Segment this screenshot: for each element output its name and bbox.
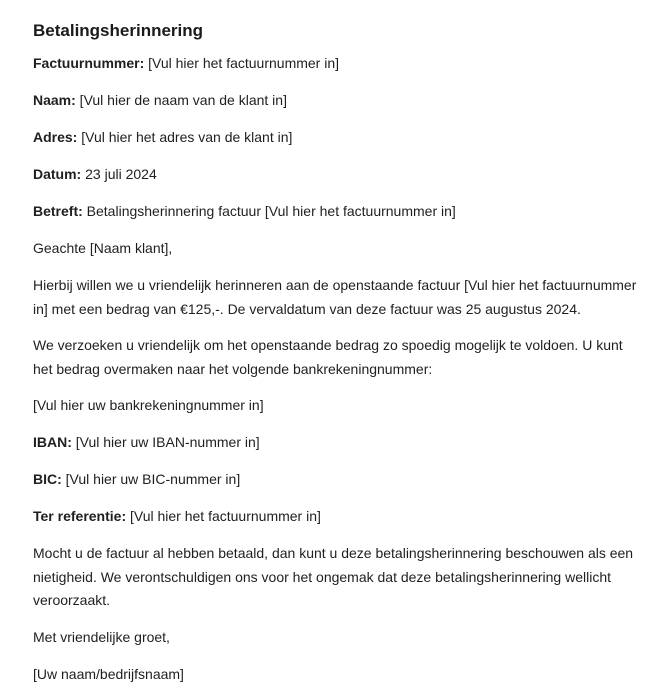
invoice-number-value: [Vul hier het factuurnummer in] bbox=[144, 55, 340, 71]
date-label: Datum: bbox=[33, 166, 82, 182]
reference-label: Ter referentie: bbox=[33, 508, 127, 524]
invoice-number-line bbox=[33, 52, 644, 75]
paragraph-reminder: Hierbij willen we u vriendelijk herinneren aan de openstaande factuur [Vul hier het factuurnummer in] met een bedrag van €125,-. De vervaldatum van deze factuur was 25 augustus 2024. bbox=[33, 277, 637, 317]
subject-value: Betalingsherinnering factuur [Vul hier het factuurnummer in] bbox=[82, 203, 456, 219]
bic-value: [Vul hier uw BIC-nummer in] bbox=[61, 471, 241, 487]
name-value: [Vul hier de naam van de klant in] bbox=[75, 92, 287, 108]
invoice-number-label: Factuurnummer: bbox=[33, 55, 145, 71]
bic-label: BIC: bbox=[33, 471, 62, 487]
address-line bbox=[33, 126, 644, 149]
letter-title: Betalingsherinnering bbox=[33, 21, 204, 40]
address-label: Adres: bbox=[33, 129, 78, 145]
date-line bbox=[33, 163, 644, 186]
paragraph-already-paid: Mocht u de factuur al hebben betaald, dan kunt u deze betalingsherinnering beschouwen als een nietigheid. We verontschuldigen ons voor het ongemak dat deze betalingsherinnering wellicht veroorzaakt. bbox=[33, 545, 634, 608]
closing: Met vriendelijke groet, bbox=[33, 628, 170, 645]
paragraph-payment-request: We verzoeken u vriendelijk om het openstaande bedrag zo spoedig mogelijk te voldoen. U kunt het bedrag overmaken naar het volgende bankrekeningnummer: bbox=[33, 337, 623, 377]
reference-value: [Vul hier het factuurnummer in] bbox=[126, 508, 321, 524]
signature: [Uw naam/bedrijfsnaam] bbox=[33, 665, 184, 682]
bank-account-line: [Vul hier uw bankrekeningnummer in] bbox=[33, 397, 264, 413]
iban-label: IBAN: bbox=[33, 434, 72, 450]
subject-label: Betreft: bbox=[33, 203, 83, 219]
address-value: [Vul hier het adres van de klant in] bbox=[77, 129, 293, 145]
subject-line bbox=[33, 200, 644, 223]
bic-line bbox=[33, 468, 644, 491]
salutation: Geachte [Naam klant], bbox=[33, 240, 173, 256]
iban-value: [Vul hier uw IBAN-nummer in] bbox=[71, 434, 260, 450]
reference-line bbox=[33, 505, 644, 528]
name-label: Naam: bbox=[33, 92, 76, 108]
iban-line bbox=[33, 431, 644, 454]
name-line bbox=[33, 89, 644, 112]
date-value: 23 juli 2024 bbox=[81, 166, 157, 182]
